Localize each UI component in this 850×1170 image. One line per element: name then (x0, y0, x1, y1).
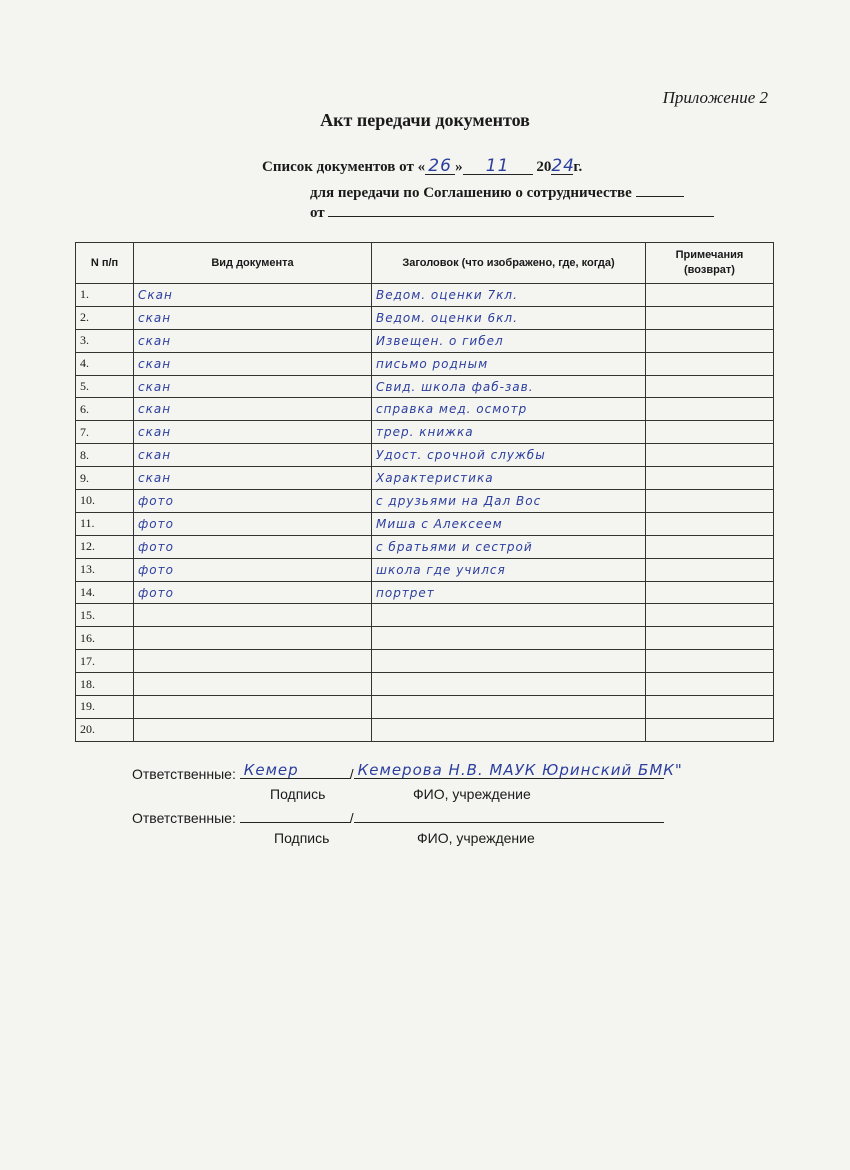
header-title: Заголовок (что изображено, где, когда) (372, 243, 646, 284)
table-row (76, 398, 774, 421)
year-end: г. (573, 159, 583, 175)
header-notes: Примечания (возврат) (646, 243, 774, 284)
row-document-type (134, 604, 372, 627)
row-document-title: школа где учился (372, 558, 646, 581)
row-number: 12. (76, 535, 134, 558)
responsible-label: Ответственные: (132, 766, 236, 782)
row-notes (646, 329, 774, 352)
from-text: от (310, 205, 325, 221)
list-prefix: Список документов от « (262, 159, 426, 175)
month-field: 11 (463, 158, 533, 175)
table-row (76, 512, 774, 535)
table-row (76, 421, 774, 444)
row-number: 15. (76, 604, 134, 627)
row-document-title: трер. книжка (372, 421, 646, 444)
table-row (76, 650, 774, 673)
row-document-title: Извещен. о гибел (372, 329, 646, 352)
fio-caption-2: ФИО, учреждение (417, 830, 535, 846)
table-row (76, 467, 774, 490)
row-document-title: Характеристика (372, 467, 646, 490)
signature-field-1 (240, 762, 350, 779)
row-notes (646, 375, 774, 398)
row-document-type: фото (134, 581, 372, 604)
separator: / (349, 766, 354, 782)
row-document-title: с друзьями на Дал Вос (372, 490, 646, 513)
separator: / (349, 810, 354, 826)
row-document-title (372, 718, 646, 741)
row-notes (646, 604, 774, 627)
table-row (76, 329, 774, 352)
row-document-type: скан (134, 306, 372, 329)
table-row (76, 627, 774, 650)
row-notes (646, 284, 774, 307)
row-number: 17. (76, 650, 134, 673)
row-document-title: портрет (372, 581, 646, 604)
row-number: 5. (76, 375, 134, 398)
row-number: 10. (76, 490, 134, 513)
row-document-title (372, 673, 646, 696)
row-number: 2. (76, 306, 134, 329)
row-document-title (372, 650, 646, 673)
signature-caption-1: Подпись (270, 786, 326, 802)
row-document-type: скан (134, 352, 372, 375)
row-notes (646, 581, 774, 604)
year-prefix: 20 (536, 159, 552, 175)
row-number: 7. (76, 421, 134, 444)
row-document-title: Свид. школа фаб-зав. (372, 375, 646, 398)
day-field: 26 (425, 158, 455, 175)
row-notes (646, 627, 774, 650)
row-document-type: скан (134, 398, 372, 421)
row-document-title: Ведом. оценки 7кл. (372, 284, 646, 307)
signature-caption-2: Подпись (274, 830, 330, 846)
row-notes (646, 650, 774, 673)
row-document-type: скан (134, 421, 372, 444)
row-document-title (372, 627, 646, 650)
row-notes (646, 467, 774, 490)
row-notes (646, 398, 774, 421)
table-row (76, 490, 774, 513)
fio-field-1 (354, 761, 683, 779)
table-row (76, 673, 774, 696)
row-document-type (134, 718, 372, 741)
row-document-type (134, 627, 372, 650)
table-row (76, 558, 774, 581)
row-document-type (134, 650, 372, 673)
row-document-type (134, 673, 372, 696)
row-number: 18. (76, 673, 134, 696)
table-header-row (76, 243, 774, 284)
header-type: Вид документа (134, 243, 372, 284)
table-row (76, 375, 774, 398)
row-number: 19. (76, 696, 134, 719)
row-number: 3. (76, 329, 134, 352)
document-title: Акт передачи документов (320, 110, 530, 130)
header-num: N п/п (76, 243, 134, 284)
row-document-title: Удост. срочной службы (372, 444, 646, 467)
table-row (76, 444, 774, 467)
table-row (76, 696, 774, 719)
documents-table (75, 242, 774, 742)
agreement-number-blank (636, 182, 684, 197)
row-document-title: Ведом. оценки 6кл. (372, 306, 646, 329)
row-number: 1. (76, 284, 134, 307)
row-document-type: скан (134, 329, 372, 352)
row-notes (646, 718, 774, 741)
row-number: 9. (76, 467, 134, 490)
fio-caption-1: ФИО, учреждение (413, 786, 531, 802)
row-notes (646, 490, 774, 513)
row-notes (646, 306, 774, 329)
row-document-type: фото (134, 558, 372, 581)
table-row (76, 718, 774, 741)
responsible-line-1 (132, 761, 683, 782)
fio-1: Кемерова Н.В. МАУК Юринский БМК" (357, 761, 683, 779)
row-document-type: фото (134, 512, 372, 535)
row-number: 4. (76, 352, 134, 375)
row-document-type: фото (134, 490, 372, 513)
row-number: 6. (76, 398, 134, 421)
table-row (76, 535, 774, 558)
agreement-text: для передачи по Соглашению о сотрудничестве (310, 185, 632, 201)
row-document-title: письмо родным (372, 352, 646, 375)
row-document-title: Миша с Алексеем (372, 512, 646, 535)
row-document-title (372, 604, 646, 627)
row-notes (646, 558, 774, 581)
responsible-line-2 (132, 806, 664, 826)
signature-field-2 (240, 806, 350, 823)
table-row (76, 352, 774, 375)
row-document-type: Скан (134, 284, 372, 307)
table-row (76, 604, 774, 627)
row-document-type: скан (134, 444, 372, 467)
table-row (76, 581, 774, 604)
row-number: 14. (76, 581, 134, 604)
row-notes (646, 352, 774, 375)
row-document-type (134, 696, 372, 719)
row-notes (646, 535, 774, 558)
row-notes (646, 673, 774, 696)
row-notes (646, 512, 774, 535)
row-number: 11. (76, 512, 134, 535)
row-notes (646, 421, 774, 444)
row-document-title (372, 696, 646, 719)
row-number: 8. (76, 444, 134, 467)
row-number: 13. (76, 558, 134, 581)
row-document-type: скан (134, 467, 372, 490)
row-notes (646, 696, 774, 719)
year-field: 24 (551, 156, 575, 176)
list-date-line (262, 158, 582, 176)
signature-1: Кемер (243, 761, 299, 779)
fio-field-2 (354, 806, 664, 823)
from-blank (328, 202, 714, 217)
table-row (76, 306, 774, 329)
row-document-type: скан (134, 375, 372, 398)
appendix-label: Приложение 2 (662, 88, 768, 107)
table-body (76, 284, 774, 742)
table-row (76, 284, 774, 307)
row-document-type: фото (134, 535, 372, 558)
agreement-line (310, 182, 684, 202)
row-number: 20. (76, 718, 134, 741)
responsible-label: Ответственные: (132, 810, 236, 826)
row-document-title: с братьями и сестрой (372, 535, 646, 558)
row-notes (646, 444, 774, 467)
from-line (310, 202, 714, 222)
quote-close: » (455, 159, 463, 175)
row-document-title: справка мед. осмотр (372, 398, 646, 421)
row-number: 16. (76, 627, 134, 650)
